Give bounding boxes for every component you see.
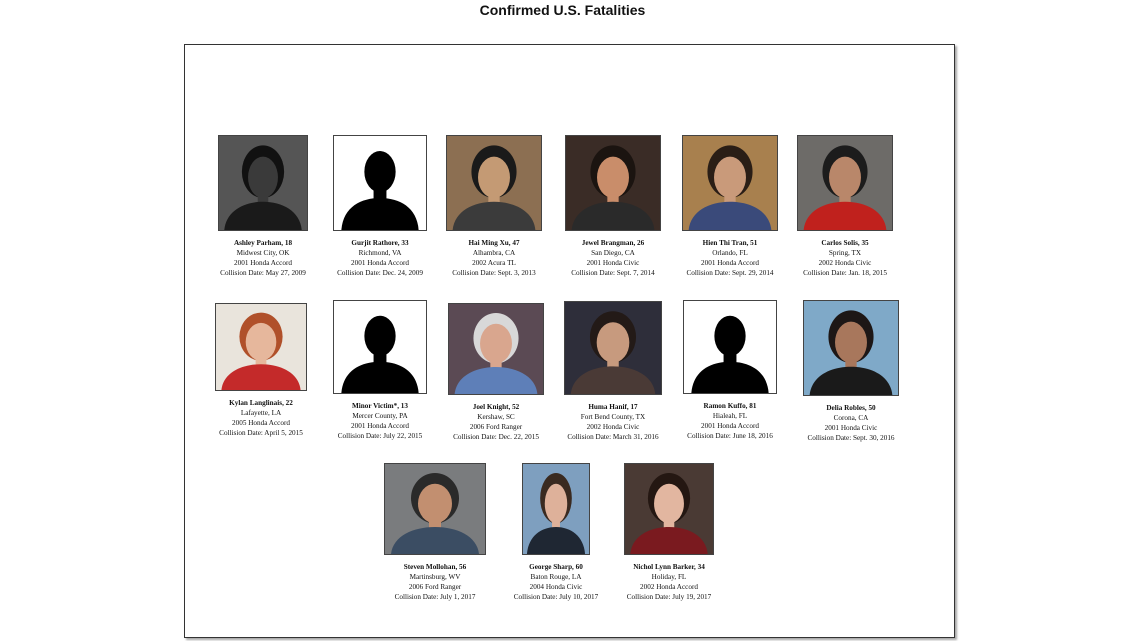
victim-vehicle: 2001 Honda Accord	[234, 259, 292, 267]
victim-photo	[624, 463, 714, 555]
victim-vehicle: 2006 Ford Ranger	[469, 423, 523, 431]
victim-location: Corona, CA	[833, 414, 869, 422]
victim-caption	[432, 238, 556, 278]
victim-caption	[783, 238, 907, 278]
victim-caption	[551, 402, 675, 442]
collision-date: Collision Date: July 19, 2017	[626, 593, 712, 601]
victim-vehicle: 2002 Honda Civic	[818, 259, 872, 267]
victim-location: Lafayette, LA	[240, 409, 282, 417]
collision-date: Collision Date: July 1, 2017	[394, 593, 476, 601]
victim-card	[494, 463, 618, 602]
silhouette-placeholder-image	[333, 135, 427, 231]
victim-card	[668, 135, 792, 278]
victim-card	[551, 135, 675, 278]
victim-vehicle: 2001 Honda Civic	[586, 259, 640, 267]
victim-location: Baton Rouge, LA	[530, 573, 582, 581]
victim-photo	[564, 301, 662, 395]
victim-card	[201, 135, 325, 278]
victim-name: George Sharp, 60	[529, 563, 583, 571]
silhouette-placeholder-image	[683, 300, 777, 394]
collision-date: Collision Date: Sept. 29, 2014	[686, 269, 774, 277]
victim-vehicle: 2002 Honda Accord	[640, 583, 698, 591]
victim-location: Orlando, FL	[712, 249, 748, 257]
collision-date: Collision Date: Sept. 30, 2016	[807, 434, 895, 442]
victim-location: Holiday, FL	[651, 573, 687, 581]
silhouette-placeholder-image	[333, 300, 427, 394]
victim-card	[318, 135, 442, 278]
victim-vehicle: 2004 Honda Civic	[529, 583, 583, 591]
victim-caption	[551, 238, 675, 278]
collision-date: Collision Date: June 18, 2016	[687, 432, 773, 440]
victim-location: Spring, TX	[828, 249, 862, 257]
victim-caption	[789, 403, 913, 443]
victim-location: Midwest City, OK	[236, 249, 290, 257]
victim-caption	[318, 401, 442, 441]
collision-date: Collision Date: Jan. 18, 2015	[803, 269, 887, 277]
victim-name: Kylan Langlinais, 22	[229, 399, 293, 407]
victim-card	[318, 300, 442, 441]
victim-location: Hialeah, FL	[712, 412, 748, 420]
collision-date: Collision Date: May 27, 2009	[220, 269, 306, 277]
victim-card	[199, 303, 323, 438]
victim-card	[783, 135, 907, 278]
victim-photo	[446, 135, 542, 231]
victim-name: Hai Ming Xu, 47	[468, 239, 520, 247]
victim-vehicle: 2002 Honda Civic	[586, 423, 640, 431]
victim-photo	[565, 135, 661, 231]
collision-date: Collision Date: Sept. 7, 2014	[571, 269, 655, 277]
victim-name: Gurjit Rathore, 33	[351, 239, 409, 247]
victim-name: Minor Victim*, 13	[352, 402, 408, 410]
victim-vehicle: 2001 Honda Accord	[351, 422, 409, 430]
victim-location: Alhambra, CA	[472, 249, 516, 257]
victim-photo	[522, 463, 590, 555]
victim-photo	[215, 303, 307, 391]
victim-photo	[218, 135, 308, 231]
page-title: Confirmed U.S. Fatalities	[479, 2, 646, 18]
victim-photo	[682, 135, 778, 231]
victim-card	[668, 300, 792, 441]
collision-date: Collision Date: Dec. 24, 2009	[337, 269, 423, 277]
victim-vehicle: 2001 Honda Civic	[824, 424, 878, 432]
victim-location: Mercer County, PA	[352, 412, 408, 420]
victim-name: Joel Knight, 52	[472, 403, 520, 411]
victim-caption	[668, 401, 792, 441]
collision-date: Collision Date: July 22, 2015	[337, 432, 423, 440]
victim-location: Fort Bend County, TX	[580, 413, 646, 421]
victim-caption	[494, 562, 618, 602]
victim-photo	[803, 300, 899, 396]
victim-vehicle: 2002 Acura TL	[472, 259, 516, 267]
victim-card	[434, 303, 558, 442]
victim-vehicle: 2001 Honda Accord	[701, 259, 759, 267]
victim-name: Delia Robles, 50	[826, 404, 876, 412]
victim-photo	[797, 135, 893, 231]
collision-date: Collision Date: March 31, 2016	[567, 433, 659, 441]
victim-caption	[318, 238, 442, 278]
victim-caption	[201, 238, 325, 278]
victim-card	[607, 463, 731, 602]
victim-caption	[607, 562, 731, 602]
victim-card	[373, 463, 497, 602]
victim-location: Kershaw, SC	[477, 413, 515, 421]
victim-name: Carlos Solis, 35	[821, 239, 869, 247]
victim-name: Hien Thi Tran, 51	[702, 239, 758, 247]
victim-location: San Diego, CA	[591, 249, 635, 257]
collision-date: Collision Date: Sept. 3, 2013	[452, 269, 536, 277]
victim-name: Jewel Brangman, 26	[581, 239, 645, 247]
victim-name: Huma Hanif, 17	[588, 403, 638, 411]
collision-date: Collision Date: Dec. 22, 2015	[453, 433, 539, 441]
victim-caption	[373, 562, 497, 602]
victim-vehicle: 2006 Ford Ranger	[408, 583, 462, 591]
victim-photo	[384, 463, 486, 555]
victim-card	[789, 300, 913, 443]
victim-name: Ashley Parham, 18	[233, 239, 293, 247]
victim-vehicle: 2001 Honda Accord	[351, 259, 409, 267]
victim-caption	[199, 398, 323, 438]
victim-photo	[448, 303, 544, 395]
victim-location: Martinsburg, WV	[409, 573, 461, 581]
victim-caption	[434, 402, 558, 442]
victim-name: Nichol Lynn Barker, 34	[633, 563, 705, 571]
victim-vehicle: 2005 Honda Accord	[232, 419, 290, 427]
collision-date: Collision Date: July 10, 2017	[513, 593, 599, 601]
victim-caption	[668, 238, 792, 278]
victim-card	[551, 301, 675, 442]
collision-date: Collision Date: April 5, 2015	[219, 429, 303, 437]
victim-name: Ramon Kuffo, 81	[703, 402, 757, 410]
victim-card	[432, 135, 556, 278]
victim-location: Richmond, VA	[358, 249, 402, 257]
victim-vehicle: 2001 Honda Accord	[701, 422, 759, 430]
victim-name: Steven Mollohan, 56	[403, 563, 467, 571]
fatalities-panel	[184, 44, 955, 638]
